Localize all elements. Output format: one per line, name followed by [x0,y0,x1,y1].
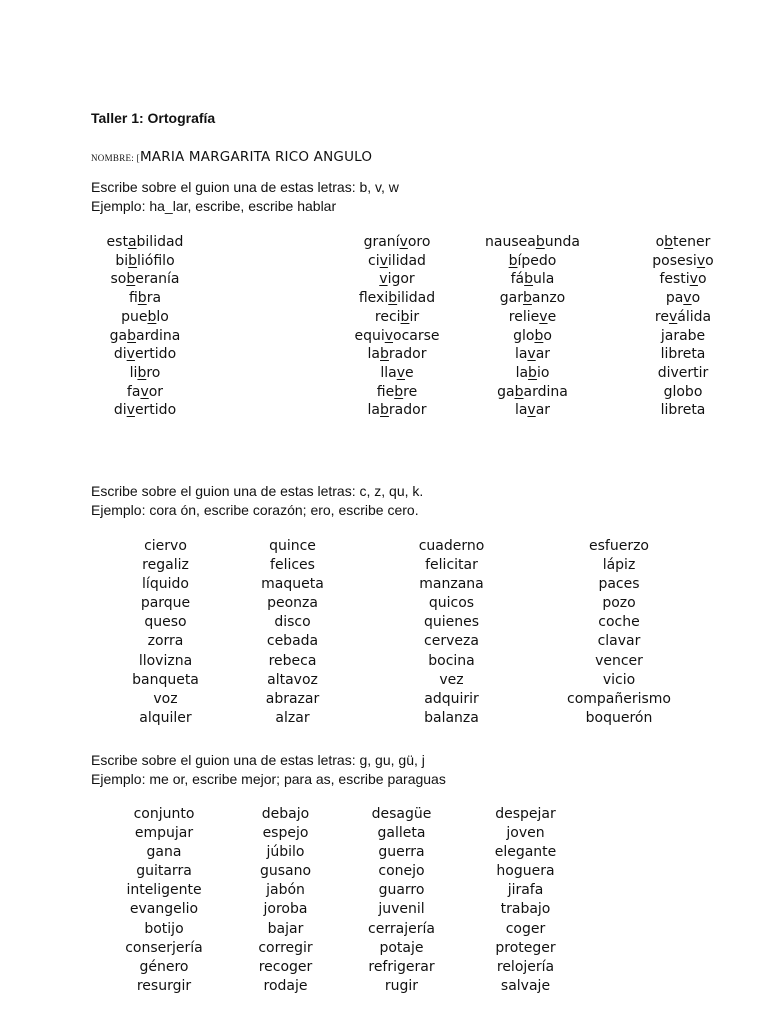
word-item: alzar [275,709,310,726]
word-item: guitarra [136,863,192,880]
word-item: equivocarse [354,327,440,344]
word-item: clavar [597,633,641,650]
word-item: divertido [113,402,177,419]
word-item: boquerón [585,709,653,726]
section-1-word-grid [0,233,768,420]
word-item: civilidad [368,252,426,269]
word-item: queso [144,614,187,631]
word-item: felices [270,557,315,574]
word-item: despejar [495,806,556,822]
word-item: posesivo [652,252,714,269]
word-item: júbilo [266,844,305,861]
word-column [460,805,591,996]
word-column [221,537,364,728]
word-item: potaje [379,939,424,956]
word-item: llave [380,364,414,381]
word-item: recibir [374,308,420,325]
word-item: conejo [378,863,425,880]
section-2-instructions [91,482,423,520]
word-item: bípedo [508,252,557,269]
word-item: cerrajería [368,920,435,937]
word-item: divertir [657,364,709,381]
word-item: soberanía [110,271,180,288]
word-item: lavar [514,402,551,419]
word-item: espejo [262,825,309,842]
section-3-instruction: Escribe sobre el guion una de estas letras: g, gu, gü, j [91,752,425,768]
word-item: vencer [595,652,643,669]
word-column [327,233,467,420]
word-item: divertido [113,346,177,363]
word-item: juvenil [378,901,425,918]
word-item: alquiler [139,709,192,726]
word-item: refrigerar [368,958,435,975]
word-item: evangelio [129,901,199,918]
word-column [364,537,539,728]
word-item: género [139,958,189,975]
word-item: vicio [602,671,636,688]
word-item: pueblo [121,308,169,325]
word-item: cerveza [424,633,479,650]
word-item: quienes [423,614,480,631]
word-item: cuaderno [418,538,485,554]
word-item: maqueta [261,576,324,593]
word-item: rugir [384,977,419,994]
word-item: abrazar [265,690,320,707]
word-item: obtener [655,234,711,250]
word-item: recoger [258,958,313,975]
word-item: corregir [258,939,313,956]
word-item: labrador [367,346,427,363]
word-item: bocina [428,652,475,669]
word-item: fiebre [376,383,418,400]
word-item: elegante [494,844,557,861]
word-item: proteger [495,939,556,956]
word-item: bajar [267,920,304,937]
section-1-instruction: Escribe sobre el guion una de estas letras: b, v, w [91,179,399,195]
word-item: quicos [428,595,475,612]
word-item: resurgir [136,977,192,994]
section-1-example: Ejemplo: ha_lar, escribe, escribe hablar [91,198,337,214]
word-item: balanza [424,709,479,726]
word-item: compañerismo [567,690,671,707]
word-item: zorra [147,633,184,650]
word-column [539,537,699,728]
word-item: lápiz [602,557,636,574]
word-item: labio [515,364,550,381]
word-item: desagüe [371,806,432,822]
word-item: felicitar [425,557,478,574]
section-2-instruction: Escribe sobre el guion una de estas letras: c, z, qu, k. [91,483,424,499]
word-item: debajo [261,806,310,822]
page-title: Taller 1: Ortografía [91,110,216,126]
word-item: bibliófilo [115,252,175,269]
word-item: parque [140,595,191,612]
word-item: lavar [514,346,551,363]
section-1-instructions [91,178,399,216]
word-item: rebeca [268,652,317,669]
word-item: disco [274,614,311,631]
student-name-line [91,148,372,166]
word-item: relojería [496,958,555,975]
word-item: festivo [659,271,707,288]
word-item: libreta [660,402,706,419]
word-column [343,805,460,996]
word-item: gabardina [497,383,568,400]
word-item: guerra [378,844,425,861]
word-item: trabajo [500,901,551,918]
word-item: estabilidad [106,234,184,250]
word-item: jarabe [660,327,706,344]
word-item: galleta [377,825,426,842]
word-item: altavoz [267,671,318,688]
word-item: empujar [134,825,194,842]
word-column [98,233,192,420]
word-item: rodaje [263,977,308,994]
student-name: MARIA MARGARITA RICO ANGULO [139,149,373,165]
word-item: vez [439,671,464,688]
word-item: globo [513,327,552,344]
word-item: libro [129,364,161,381]
section-3-instructions [91,751,446,789]
word-item: joroba [263,901,308,918]
section-3-word-grid [0,805,768,996]
name-label: NOMBRE: [ [91,153,140,163]
word-item: nauseabunda [485,234,580,250]
word-item: gusano [259,863,312,880]
word-item: fábula [510,271,555,288]
word-item: libreta [660,346,706,363]
word-item: peonza [267,595,318,612]
word-item: joven [506,825,545,842]
word-item: coger [505,920,546,937]
word-item: guarro [378,882,425,899]
word-item: relieve [508,308,557,325]
word-item: salvaje [500,977,551,994]
word-column [100,805,228,996]
word-item: esfuerzo [589,538,649,554]
word-item: pavo [665,290,701,307]
word-item: granívoro [363,234,431,250]
word-column [228,805,343,996]
word-item: reválida [654,308,712,325]
section-3-example: Ejemplo: me or, escribe mejor; para as, escribe paraguas [91,771,446,787]
word-item: quince [269,538,316,554]
word-item: regaliz [142,557,189,574]
word-item: paces [598,576,640,593]
word-column [467,233,598,420]
word-item: globo [663,383,703,400]
word-item: gabardina [109,327,181,344]
word-item: gana [146,844,182,861]
section-2-word-grid [0,537,768,728]
word-item: cebada [266,633,319,650]
word-item: pozo [602,595,636,612]
word-item: favor [126,383,164,400]
word-item: líquido [142,576,189,593]
word-item: manzana [419,576,484,593]
word-column [110,537,221,728]
word-column [598,233,768,420]
word-item: hoguera [496,863,555,880]
word-item: ciervo [144,538,187,554]
word-item: botijo [144,920,184,937]
word-item: conjunto [133,806,195,822]
word-item: inteligente [126,882,202,899]
word-item: labrador [367,402,427,419]
word-item: coche [598,614,640,631]
word-item: jirafa [507,882,544,899]
word-item: adquirir [424,690,479,707]
word-item: jabón [266,882,305,899]
word-item: conserjería [125,939,203,956]
word-item: llovizna [138,652,193,669]
word-item: fibra [128,290,162,307]
word-item: banqueta [132,671,199,688]
word-item: voz [153,690,178,707]
word-item: garbanzo [499,290,566,307]
section-2-example: Ejemplo: cora ón, escribe corazón; ero, escribe cero. [91,502,419,518]
word-item: vigor [379,271,415,288]
word-item: flexibilidad [358,290,436,307]
